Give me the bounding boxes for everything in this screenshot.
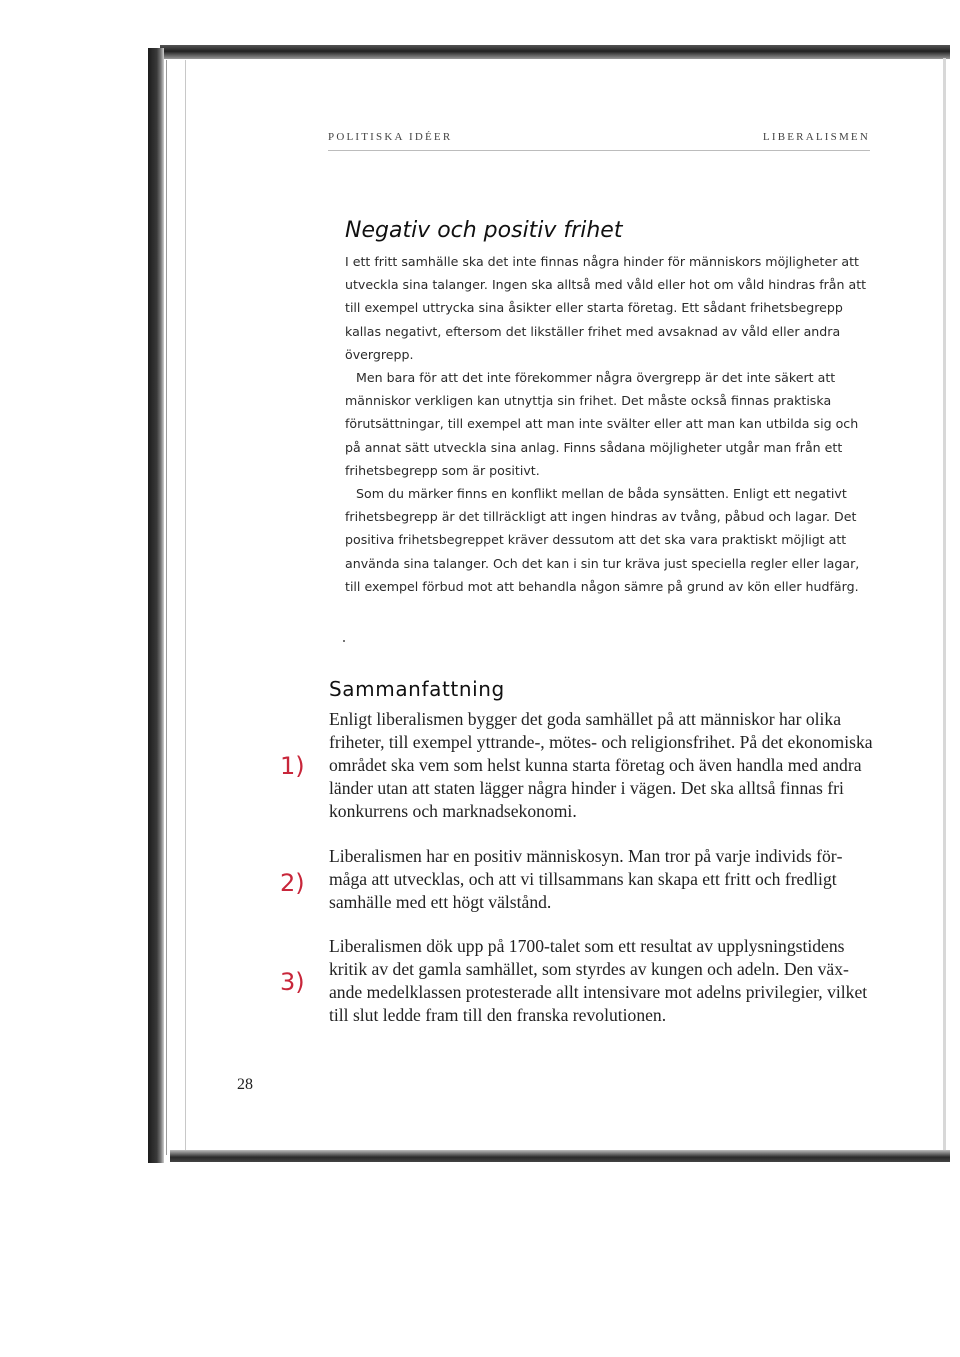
book-page-stack-edge <box>166 60 186 1155</box>
running-head-left: POLITISKA IDÉER <box>328 131 453 143</box>
scan-speck <box>343 640 345 642</box>
handwritten-mark-2: 2) <box>280 869 305 897</box>
book-top-edge <box>160 45 950 59</box>
summary-paragraph-3: Liberalismen dök upp på 1700-talet som ett resultat av upplysningstidens kritik av det gamla samhället, som styrdes av kungen och adeln. Den växande medelklassen protesterade allt intensivare mot adelns privilegier, vilket till slut ledde fram till den franska revolutionen. <box>329 936 868 1025</box>
section-paragraph-2: Men bara för att det inte förekommer några övergrepp är det inte säkert att människor verkligen kan utnyttja sin frihet. Det måste också finnas praktiska förutsättningar, till exempel att man inte svälter eller att man kan utbilda sig och på annat sätt utveckla sina anlag. Finns sådana möjligheter utgår man från ett frihetsbegrepp som är positivt. <box>345 370 859 478</box>
summary-paragraph-2: Liberalismen har en positiv människosyn. Man tror på varje individs förmåga att utvecklas, och att vi tillsammans kan skapa ett fritt och fredligt samhälle med ett högt välstånd. <box>329 846 843 912</box>
header-rule <box>328 150 870 151</box>
section-body <box>345 250 875 598</box>
book-bottom-edge <box>170 1150 950 1162</box>
handwritten-mark-1: 1) <box>280 752 305 780</box>
handwritten-mark-3: 3) <box>280 968 305 996</box>
section-paragraph-1: I ett fritt samhälle ska det inte finnas några hinder för människors möjligheter att utveckla sina talanger. Ingen ska alltså med våld eller hot om våld hindras från att till exempel uttrycka sina åsikter eller starta företag. Ett sådant frihetsbegrepp kallas negativt, eftersom det likställer frihet med avsaknad av våld eller andra övergrepp. <box>345 254 867 362</box>
book-spine-shadow <box>148 48 164 1163</box>
summary-heading: Sammanfattning <box>329 677 505 701</box>
page-number: 28 <box>237 1076 253 1093</box>
section-heading: Negativ och positiv frihet <box>345 218 623 243</box>
section-paragraph-3: Som du märker finns en konflikt mellan de båda synsätten. Enligt ett negativt frihetsbegrepp är det tillräckligt att ingen hindras av tvång, påbud och lagar. Det positiva frihetsbegreppet kräver dessutom att det ska vara praktiskt möjligt att använda sina talanger. Och det kan i sin tur kräva just speciella regler eller lagar, till exempel förbud mot att behandla någon sämre på grund av kön eller hudfärg. <box>345 486 860 594</box>
running-head-right: LIBERALISMEN <box>762 131 870 143</box>
summary-paragraph-1: Enligt liberalismen bygger det goda samhället på att människor har olika friheter, till exempel yttrande-, mötes- och religionsfrihet. På det ekonomiska området ska vem som helst kunna starta företag och även handla med andra länder utan att staten lägger några hinder i vägen. Det ska alltså finnas fri konkurrens och marknadsekonomi. <box>329 709 873 821</box>
book-right-edge <box>943 58 946 1151</box>
